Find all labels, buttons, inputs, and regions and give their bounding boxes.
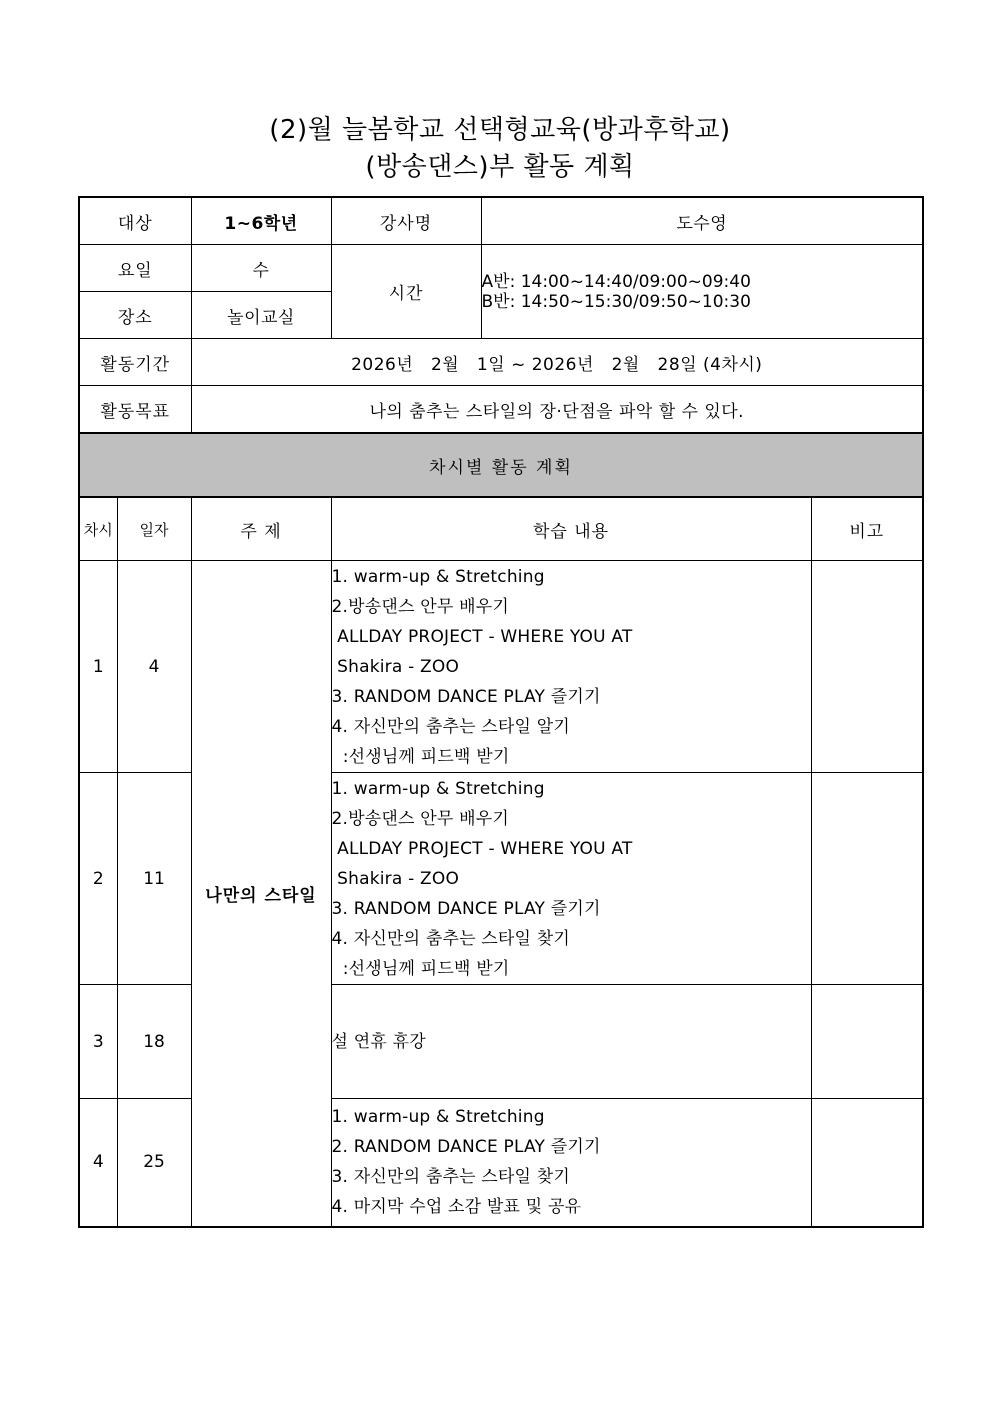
- content-line: 2.방송댄스 안무 배우기: [331, 808, 509, 829]
- content-line: Shakira - ZOO: [331, 656, 460, 677]
- page-title: [78, 112, 922, 186]
- lesson-content: [331, 773, 811, 985]
- target-label: 대상: [79, 197, 191, 245]
- column-header-date: 일자: [117, 497, 191, 561]
- content-line: 설 연휴 휴강: [331, 1031, 426, 1052]
- period-label: 활동기간: [79, 339, 191, 386]
- note-value: [811, 773, 923, 985]
- session-date: 18: [117, 985, 191, 1099]
- time-line-b: B반: 14:50~15:30/09:50~10:30: [481, 291, 751, 312]
- table-row: [79, 561, 923, 773]
- activity-plan-table: [78, 196, 924, 1228]
- note-value: [811, 1099, 923, 1227]
- instructor-label: 강사명: [331, 197, 481, 245]
- table-row-goal: [79, 386, 923, 434]
- column-header-topic: 주 제: [191, 497, 331, 561]
- content-line: 4. 자신만의 춤추는 스타일 찾기: [331, 928, 571, 949]
- lesson-content: [331, 561, 811, 773]
- content-line: 2. RANDOM DANCE PLAY 즐기기: [331, 1137, 601, 1158]
- content-line: 4. 자신만의 춤추는 스타일 알기: [331, 716, 571, 737]
- note-value: [811, 561, 923, 773]
- table-row-target: [79, 197, 923, 245]
- lesson-content: [331, 985, 811, 1099]
- column-header-session: 차시: [79, 497, 117, 561]
- content-line: Shakira - ZOO: [331, 868, 460, 889]
- session-number: 1: [79, 561, 117, 773]
- time-line-a: A반: 14:00~14:40/09:00~09:40: [481, 271, 751, 292]
- content-line: 3. RANDOM DANCE PLAY 즐기기: [331, 686, 601, 707]
- session-date: 4: [117, 561, 191, 773]
- period-value: 2026년 2월 1일 ~ 2026년 2월 28일 (4차시): [191, 339, 923, 386]
- content-line: :선생님께 피드백 받기: [331, 958, 510, 979]
- content-line: 4. 마지막 수업 소감 발표 및 공유: [331, 1197, 582, 1218]
- session-date: 25: [117, 1099, 191, 1227]
- time-value: [481, 245, 923, 339]
- page-title-line-2: (방송댄스)부 활동 계획: [365, 152, 635, 182]
- instructor-value: 도수영: [481, 197, 923, 245]
- day-label: 요일: [79, 245, 191, 292]
- session-date: 11: [117, 773, 191, 985]
- page-title-line-1: (2)월 늘봄학교 선택형교육(방과후학교): [269, 115, 731, 145]
- content-line: 3. 자신만의 춤추는 스타일 찾기: [331, 1167, 571, 1188]
- content-line: 1. warm-up & Stretching: [331, 778, 545, 799]
- time-label: 시간: [331, 245, 481, 339]
- column-header-note: 비고: [811, 497, 923, 561]
- table-row-section-bar: [79, 433, 923, 497]
- content-line: ALLDAY PROJECT - WHERE YOU AT: [331, 838, 633, 859]
- note-value: [811, 985, 923, 1099]
- column-header-content: 학습 내용: [331, 497, 811, 561]
- table-row-column-headers: [79, 497, 923, 561]
- content-line: 1. warm-up & Stretching: [331, 1107, 545, 1128]
- target-value: 1~6학년: [191, 197, 331, 245]
- content-line: :선생님께 피드백 받기: [331, 746, 510, 767]
- lesson-content: [331, 1099, 811, 1227]
- session-number: 4: [79, 1099, 117, 1227]
- content-line: 1. warm-up & Stretching: [331, 566, 545, 587]
- content-line: 3. RANDOM DANCE PLAY 즐기기: [331, 898, 601, 919]
- table-row-day: [79, 245, 923, 292]
- section-title: 차시별 활동 계획: [79, 433, 923, 497]
- day-value: 수: [191, 245, 331, 292]
- session-number: 2: [79, 773, 117, 985]
- goal-label: 활동목표: [79, 386, 191, 434]
- goal-value: 나의 춤추는 스타일의 장·단점을 파악 할 수 있다.: [191, 386, 923, 434]
- place-value: 놀이교실: [191, 292, 331, 339]
- session-number: 3: [79, 985, 117, 1099]
- content-line: 2.방송댄스 안무 배우기: [331, 596, 509, 617]
- topic-value: 나만의 스타일: [191, 561, 331, 1227]
- place-label: 장소: [79, 292, 191, 339]
- table-row-period: [79, 339, 923, 386]
- content-line: ALLDAY PROJECT - WHERE YOU AT: [331, 626, 633, 647]
